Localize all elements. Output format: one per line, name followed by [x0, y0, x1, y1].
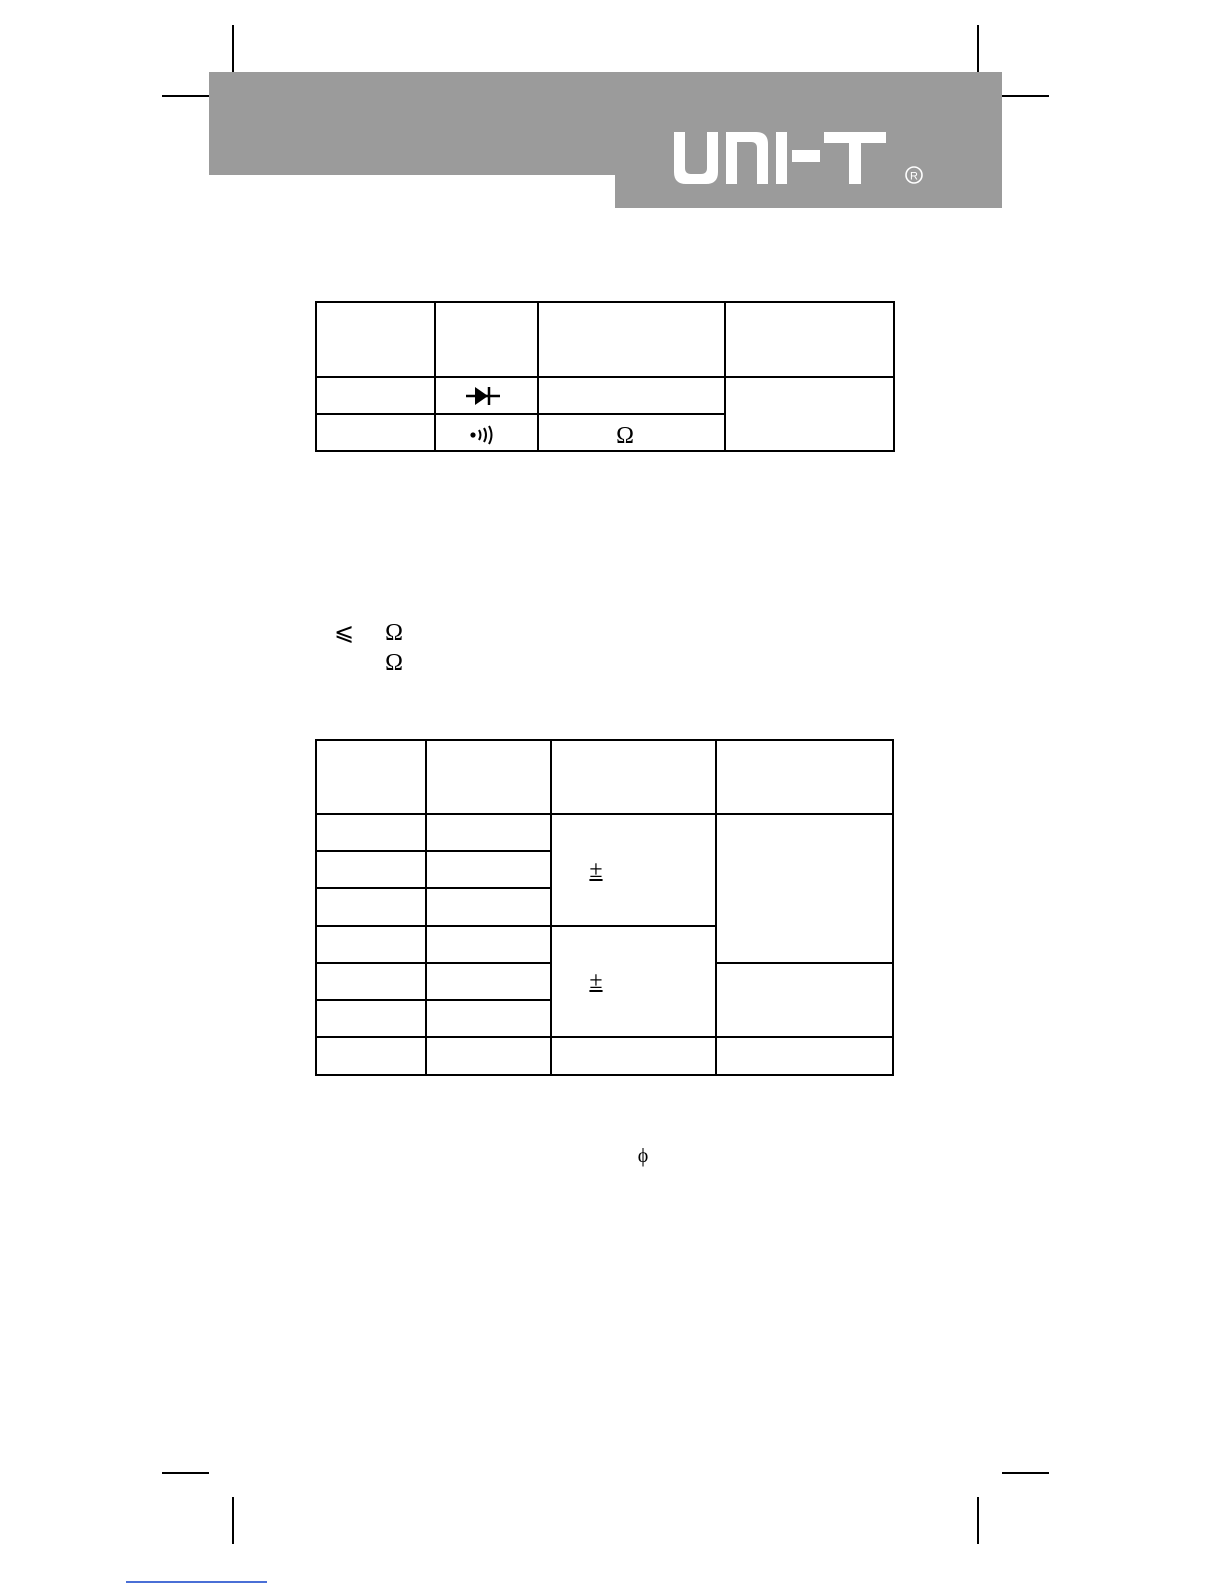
note-less-equal-symbol: ⩽: [333, 620, 355, 646]
accuracy-plus-minus-1: ±: [589, 857, 603, 883]
footnote-phi-symbol: ϕ: [637, 1145, 649, 1167]
diode-icon: [466, 385, 500, 407]
note-ohm-unit-2: Ω: [385, 650, 403, 676]
accuracy-plus-minus-2: ±: [589, 968, 603, 994]
svg-text:R: R: [910, 170, 918, 183]
bottom-link-underline[interactable]: [126, 1581, 267, 1583]
note-ohm-unit-1: Ω: [385, 620, 403, 646]
continuity-beep-icon: [469, 424, 495, 446]
table1-ohm-unit: Ω: [616, 423, 634, 449]
